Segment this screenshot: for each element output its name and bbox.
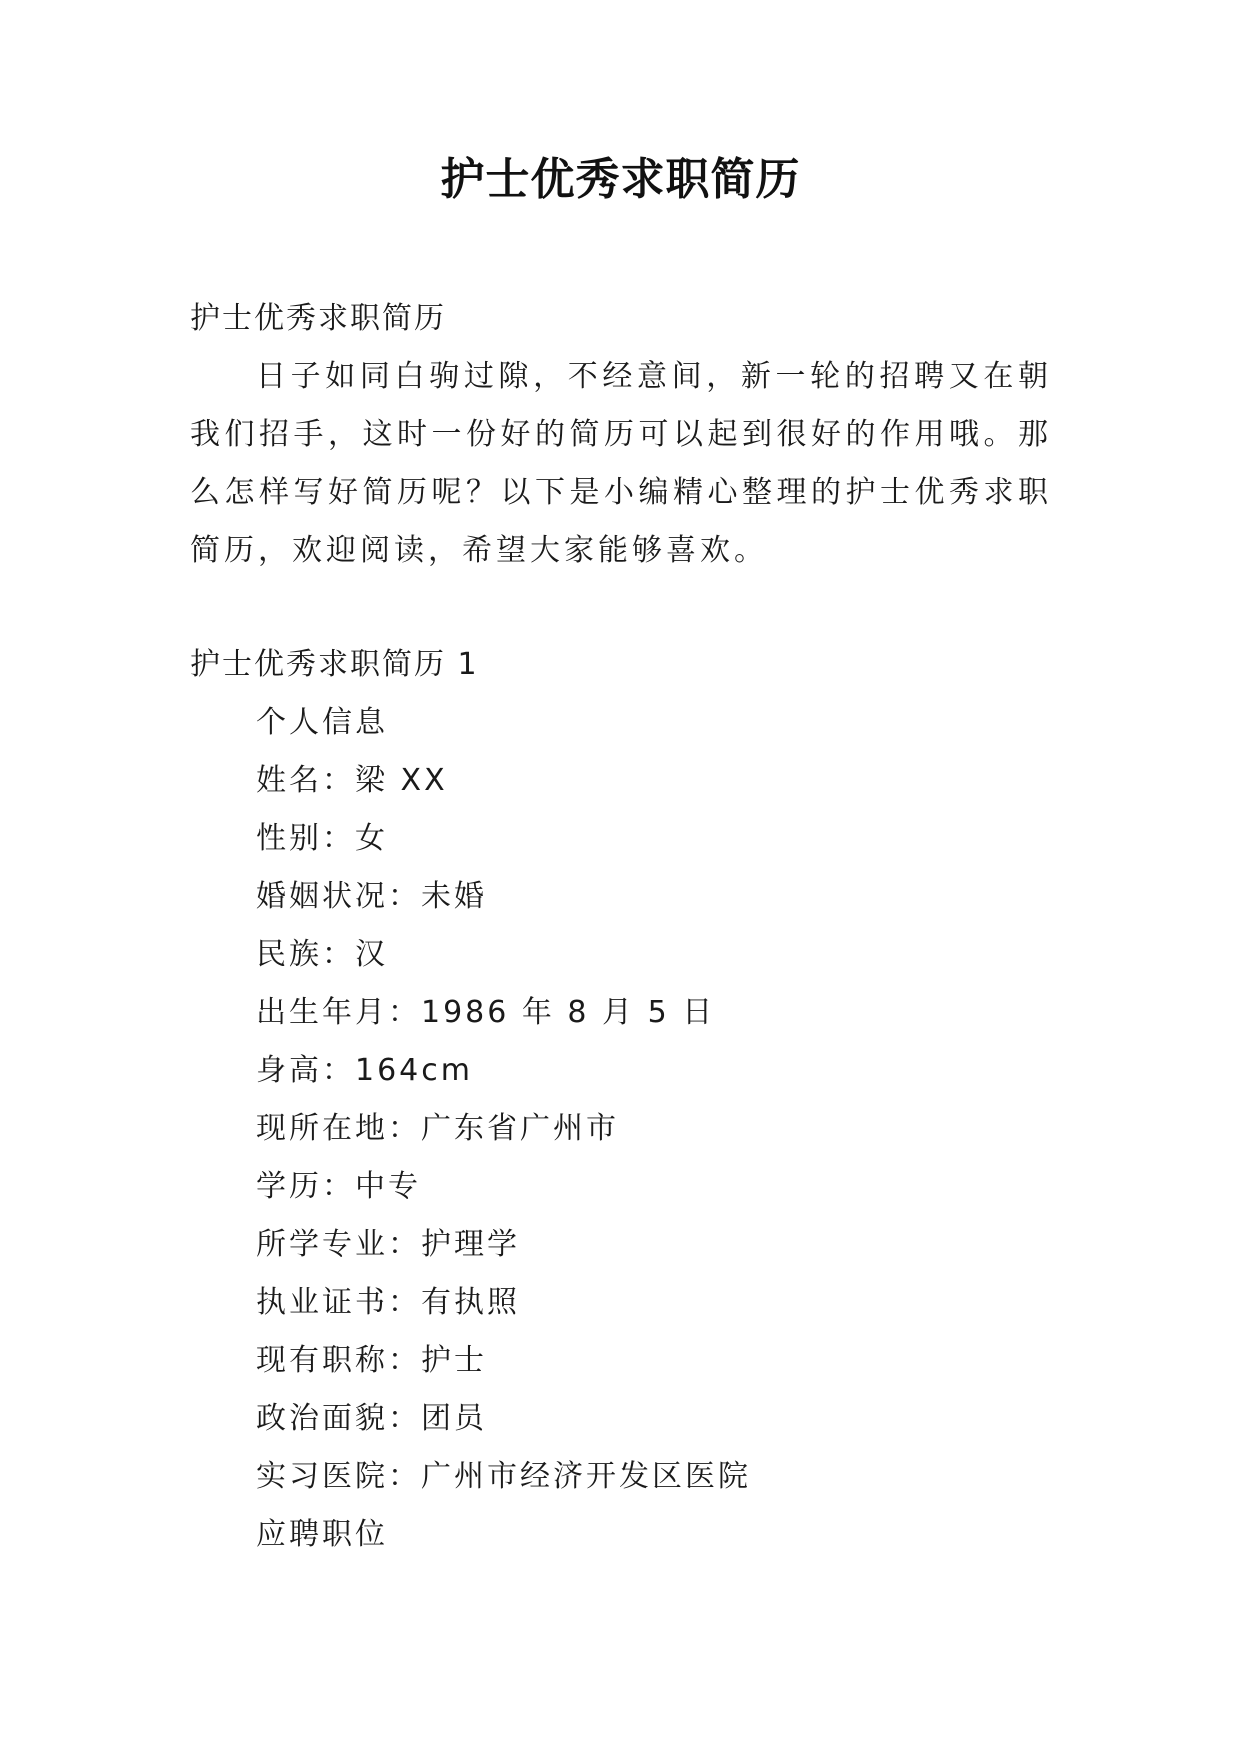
info-line-height: 身高：164cm [256,1053,473,1088]
info-line-section-label: 个人信息 [256,705,388,740]
info-line-gender: 性别：女 [256,821,388,856]
info-line-title: 现有职称：护士 [256,1343,487,1378]
info-line-ethnicity: 民族：汉 [256,937,388,972]
info-line-education: 学历：中专 [256,1169,421,1204]
info-line-name: 姓名：梁 XX [256,763,448,798]
info-line-license: 执业证书：有执照 [256,1285,520,1320]
info-line-major: 所学专业：护理学 [256,1227,520,1262]
info-line-internship-hospital: 实习医院：广州市经济开发区医院 [256,1459,751,1494]
info-line-position-label: 应聘职位 [256,1517,388,1552]
intro-paragraph: 日子如同白驹过隙，不经意间，新一轮的招聘又在朝我们招手，这时一份好的简历可以起到很好的作用哦。那么怎样写好简历呢？以下是小编精心整理的护士优秀求职简历，欢迎阅读，希望大家能够喜欢。 [190,359,1052,568]
info-line-birth-date: 出生年月：1986 年 8 月 5 日 [256,995,716,1030]
info-line-location: 现所在地：广东省广州市 [256,1111,619,1146]
document-title: 护士优秀求职简历 [440,154,801,205]
document-subtitle: 护士优秀求职简历 [190,301,446,336]
info-line-political-status: 政治面貌：团员 [256,1401,487,1436]
info-line-marital-status: 婚姻状况：未婚 [256,879,487,914]
section-heading: 护士优秀求职简历 1 [190,647,479,682]
personal-info-list [256,694,751,1564]
